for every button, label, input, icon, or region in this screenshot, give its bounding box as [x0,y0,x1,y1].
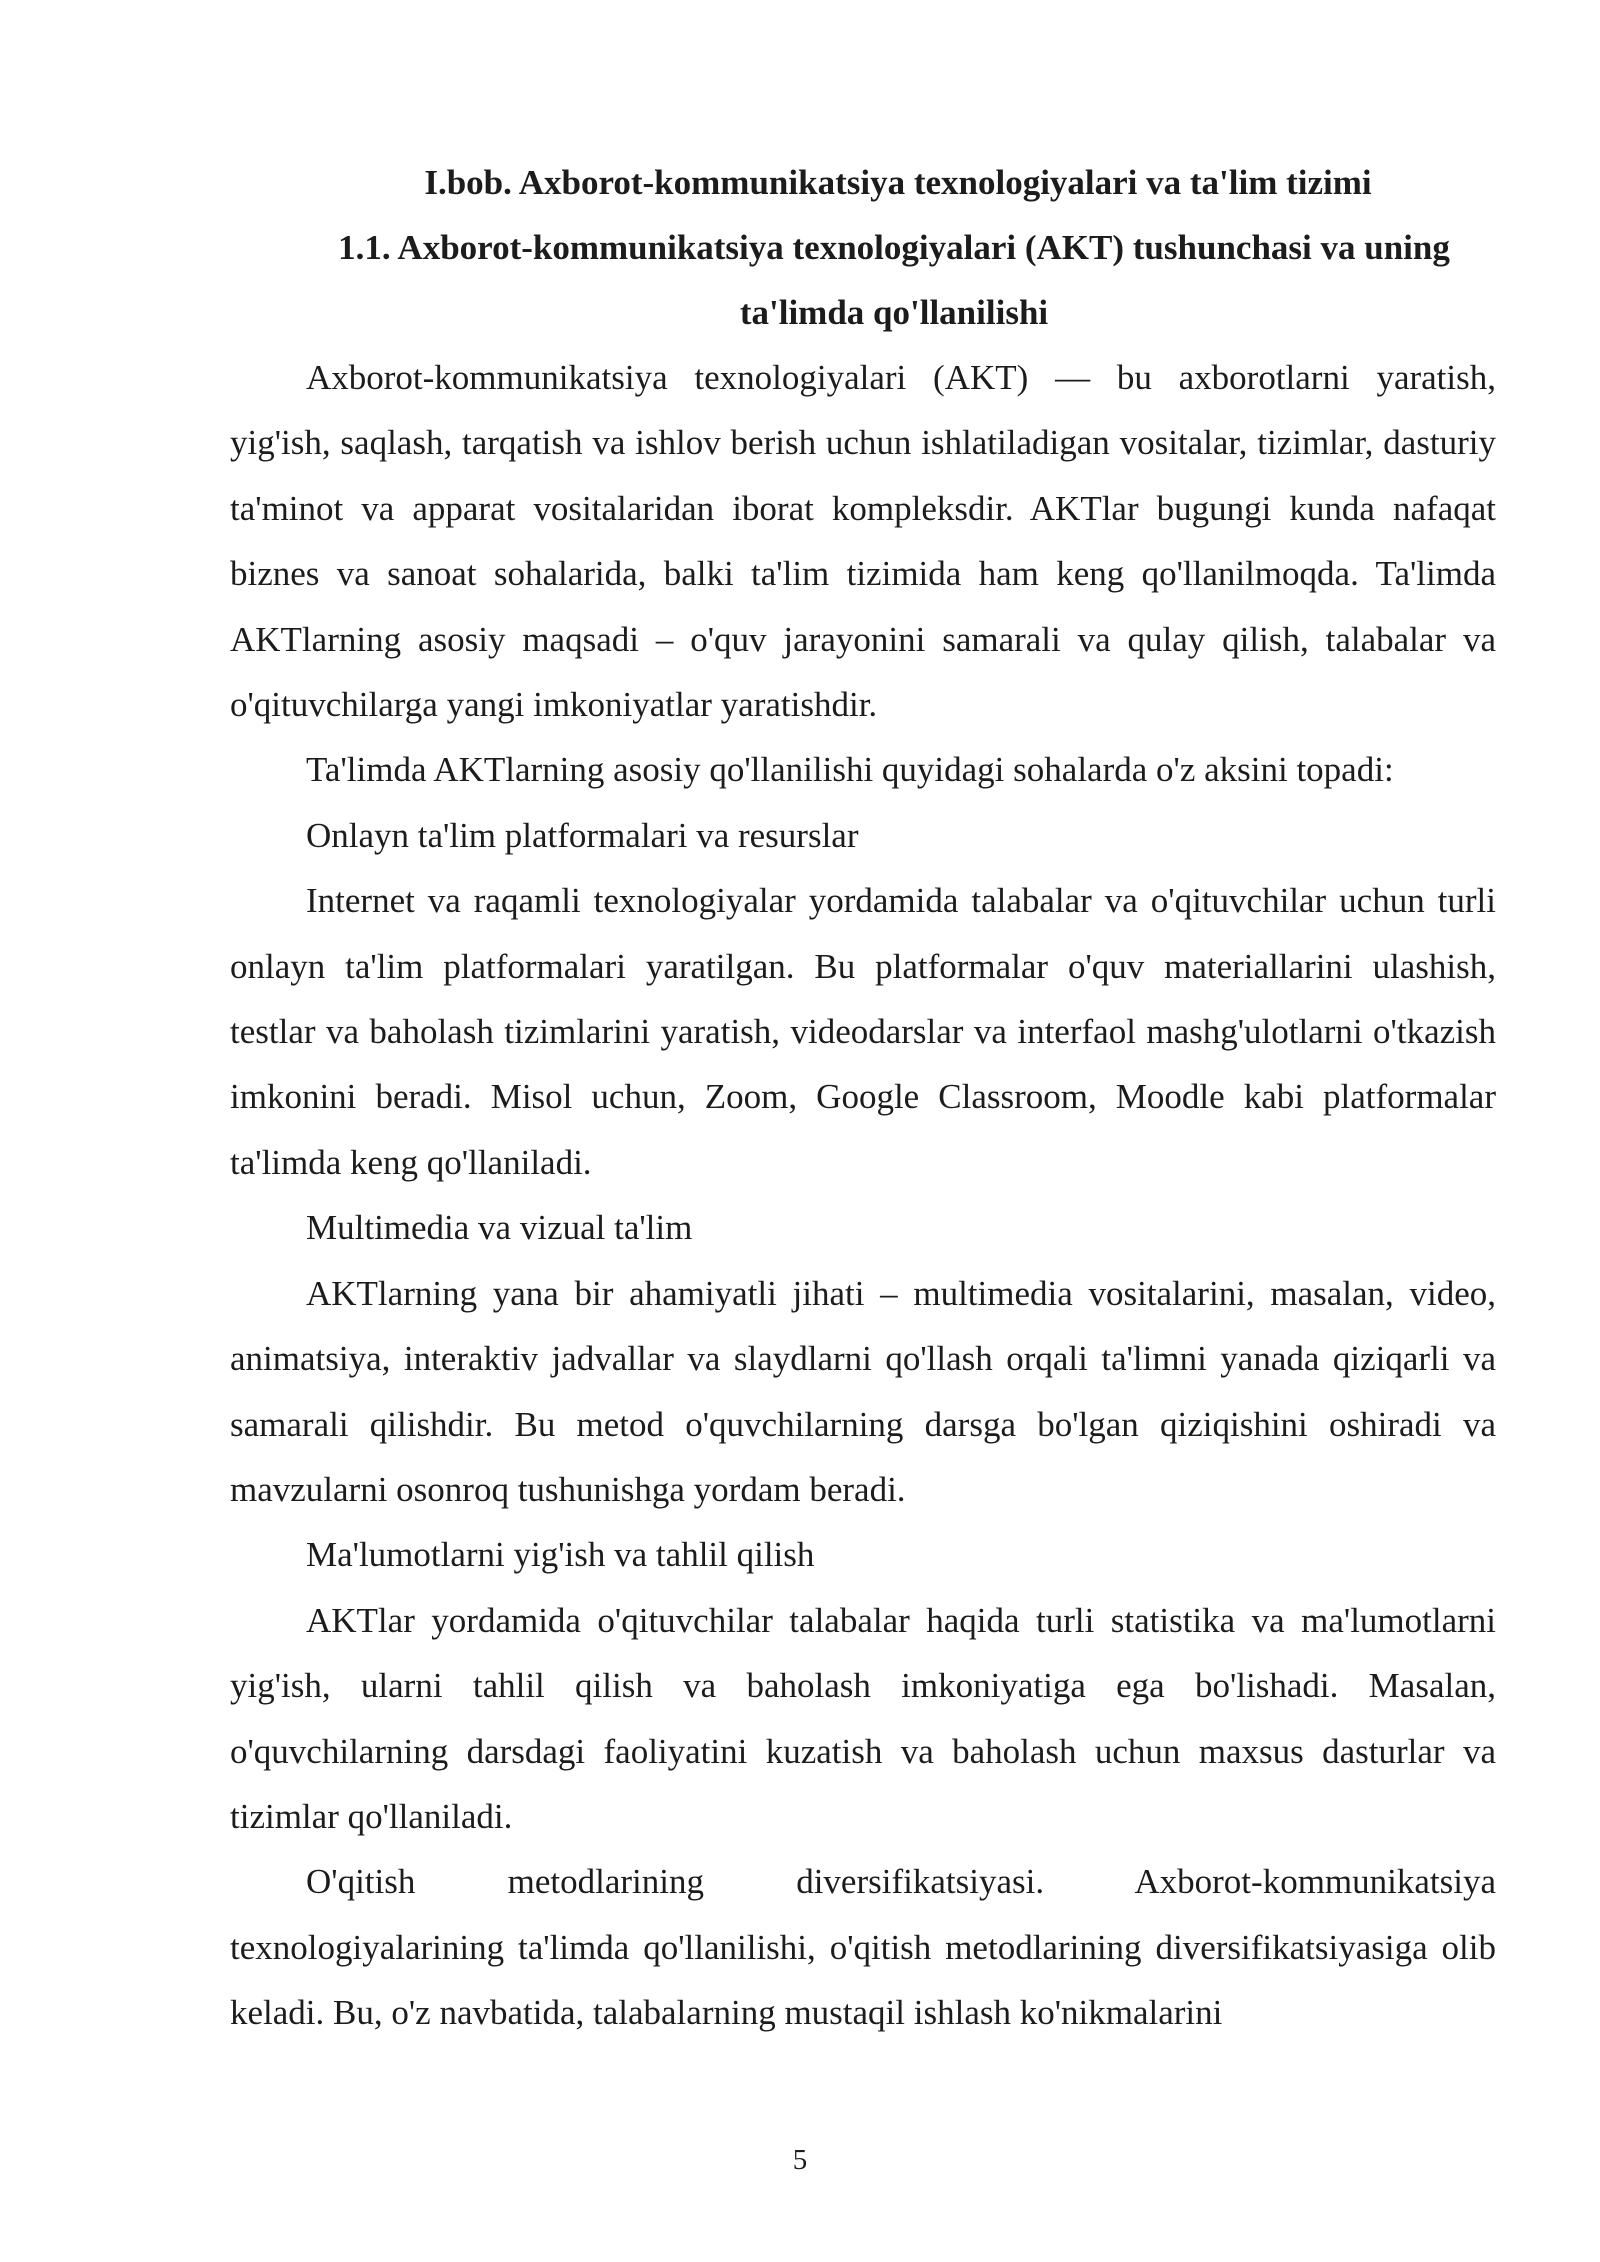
subheading-multimedia: Multimedia va vizual ta'lim [306,1208,693,1248]
paragraph-akt-definition: Axborot-kommunikatsiya texnologiyalari (AKT) — bu axborotlarni yaratish, yig'ish, saqlash, tarqatish va ishlov berish uchun ishlatiladigan vositalar, tizimlar, dasturiy ta'minot va apparat vositalaridan iborat kompleksdir. AKTlar bugungi kunda nafaqat biznes va sanoat sohalarida, balki ta'lim tizimida ham keng qo'llanilmoqda. Ta'limda AKTlarning asosiy maqsadi – o'quv jarayonini samarali va qulay qilish, talabalar va o'qituvchilarga yangi imkoniyatlar yaratishdir. [230,358,1496,725]
paragraph-multimedia: AKTlarning yana bir ahamiyatli jihati – multimedia vositalarini, masalan, video, animatsiya, interaktiv jadvallar va slaydlarni qo'llash orqali ta'limni yanada qiziqarli va samarali qilishdir. Bu metod o'quvchilarning darsga bo'lgan qiziqishini oshiradi va mavzularni osonroq tushunishga yordam beradi. [230,1273,1496,1509]
paragraph-diversification: O'qitish metodlarining diversifikatsiyasi. Axborot-kommunikatsiya texnologiyalarining ta'limda qo'llanilishi, o'qitish metodlarining diversifikatsiyasiga olib keladi. Bu, o'z navbatida, talabalarning mustaqil ishlash ko'nikmalarini [230,1862,1496,2033]
subheading-data-analysis: Ma'lumotlarni yig'ish va tahlil qilish [306,1535,815,1575]
chapter-title: I.bob. Axborot-kommunikatsiya texnologiyalari va ta'lim tizimi [424,163,1372,202]
document-page [230,150,1496,2046]
paragraph-online-platforms: Internet va raqamli texnologiyalar yordamida talabalar va o'qituvchilar uchun turli onlayn ta'lim platformalari yaratilgan. Bu platformalar o'quv materiallarini ulashish, testlar va baholash tizimlarini yaratish, videodarslar va interfaol mashg'ulotlarni o'tkazish imkonini beradi. Misol uchun, Zoom, Google Classroom, Moodle kabi platformalar ta'limda keng qo'llaniladi. [230,881,1496,1182]
subheading-online-platforms: Onlayn ta'lim platformalari va resurslar [306,815,859,855]
section-title: 1.1. Axborot-kommunikatsiya texnologiyalari (AKT) tushunchasi va uning ta'limda qo'llanilishi [338,228,1450,332]
paragraph-akt-usage-intro: Ta'limda AKTlarning asosiy qo'llanilishi quyidagi sohalarda o'z aksini topadi: [306,750,1394,790]
paragraph-data-analysis: AKTlar yordamida o'qituvchilar talabalar haqida turli statistika va ma'lumotlarni yig'ish, ularni tahlil qilish va baholash imkoniyatiga ega bo'lishadi. Masalan, o'quvchilarning darsdagi faoliyatini kuzatish va baholash uchun maxsus dasturlar va tizimlar qo'llaniladi. [230,1600,1496,1836]
page-number: 5 [792,2144,808,2176]
